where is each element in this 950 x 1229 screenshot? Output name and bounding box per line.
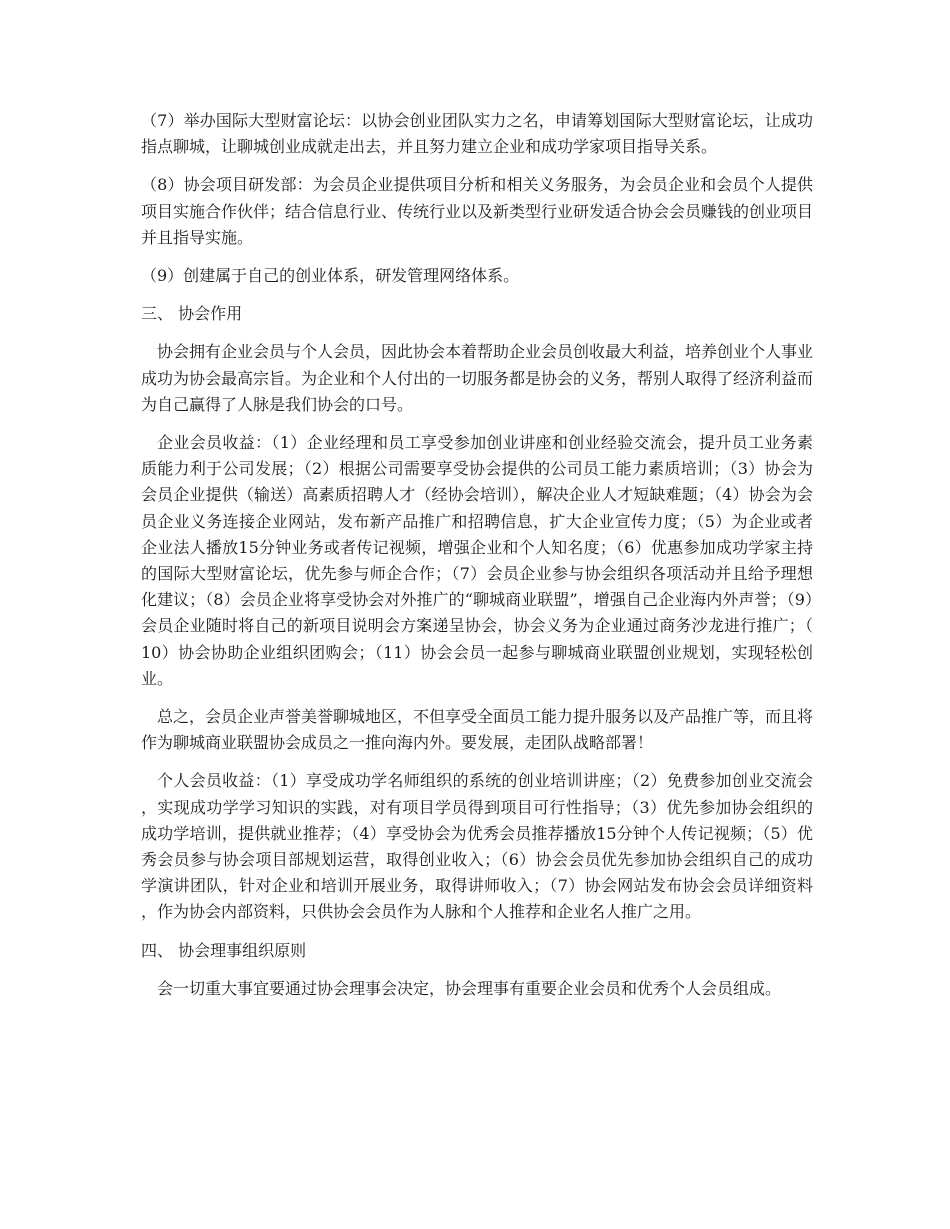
paragraph-9-system: （9）创建属于自己的创业体系，研发管理网络体系。 bbox=[141, 266, 520, 286]
paragraph-individual-benefits: 个人会员收益：（1）享受成功学名师组织的系统的创业培训讲座；（2）免费参加创业交流会，实现成功学学习知识的实践，对有项目学员得到项目可行性指导；（3）优先参加协会组织的成功学培训，提供就业推荐；（4）享受协会为优秀会员推荐播放15分钟个人传记视频；（5）优秀会员参与协会项目部规划运营，取得创业收入；（6）协会会员优先参加协会组织自己的成功学演讲团队，针对企业和培训开展业务，取得讲师收入；（7）协会网站发布协会会员详细资料，作为协会内部资料，只供协会会员作为人脉和个人推荐和企业名人推广之用。 bbox=[141, 771, 813, 922]
section-heading-role: 三、 协会作用 bbox=[141, 304, 243, 324]
paragraph-summary: 总之，会员企业声誉美誉聊城地区，不但享受全面员工能力提升服务以及产品推广等，而且将作为聊城商业联盟协会成员之一推向海内外。要发展，走团队战略部署！ bbox=[141, 707, 814, 753]
paragraph-council-principle: 会一切重大事宜要通过协会理事会决定，协会理事有重要企业会员和优秀个人会员组成。 bbox=[157, 978, 782, 998]
paragraph-enterprise-benefits: 企业会员收益：（1）企业经理和员工享受参加创业讲座和创业经验交流会，提升员工业务素质能力利于公司发展；（2）根据公司需要享受协会提供的公司员工能力素质培训；（3）协会为会员企业提供（输送）高素质招聘人才（经协会培训），解决企业人才短缺难题；（4）协会为会员企业义务连接企业网站，发布新产品推广和招聘信息，扩大企业宣传力度；（5）为企业或者企业法人播放15分钟业务或者传记视频，增强企业和个人知名度；（6）优惠参加成功学家主持的国际大型财富论坛，优先参与师企合作；（7）会员企业参与协会组织各项活动并且给予理想化建议；（8）会员企业将享受协会对外推广的“聊城商业联盟”，增强自己企业海内外声誉；（9）会员企业随时将自己的新项目说明会方案递呈协会，协会义务为企业通过商务沙龙进行推广；（10）协会协助企业组织团购会；（11）协会会员一起参与聊城商业联盟创业规划，实现轻松创业。 bbox=[141, 433, 813, 688]
paragraph-8-project-rd: （8）协会项目研发部：为会员企业提供项目分析和相关义务服务，为会员企业和会员个人提供项目实施合作伙伴；结合信息行业、传统行业以及新类型行业研发适合协会会员赚钱的创业项目并且指导实施。 bbox=[141, 175, 814, 247]
document-body bbox=[141, 108, 813, 1014]
paragraph-7-forum: （7）举办国际大型财富论坛：以协会创业团队实力之名，申请筹划国际大型财富论坛，让成功指点聊城，让聊城创业成就走出去，并且努力建立企业和成功学家项目指导关系。 bbox=[141, 111, 813, 157]
section-heading-council: 四、 协会理事组织原则 bbox=[141, 940, 307, 960]
paragraph-role-intro: 协会拥有企业会员与个人会员，因此协会本着帮助企业会员创收最大利益，培养创业个人事业成功为协会最高宗旨。为企业和个人付出的一切服务都是协会的义务，帮别人取得了经济利益而为自己赢得了人脉是我们协会的口号。 bbox=[141, 342, 814, 414]
